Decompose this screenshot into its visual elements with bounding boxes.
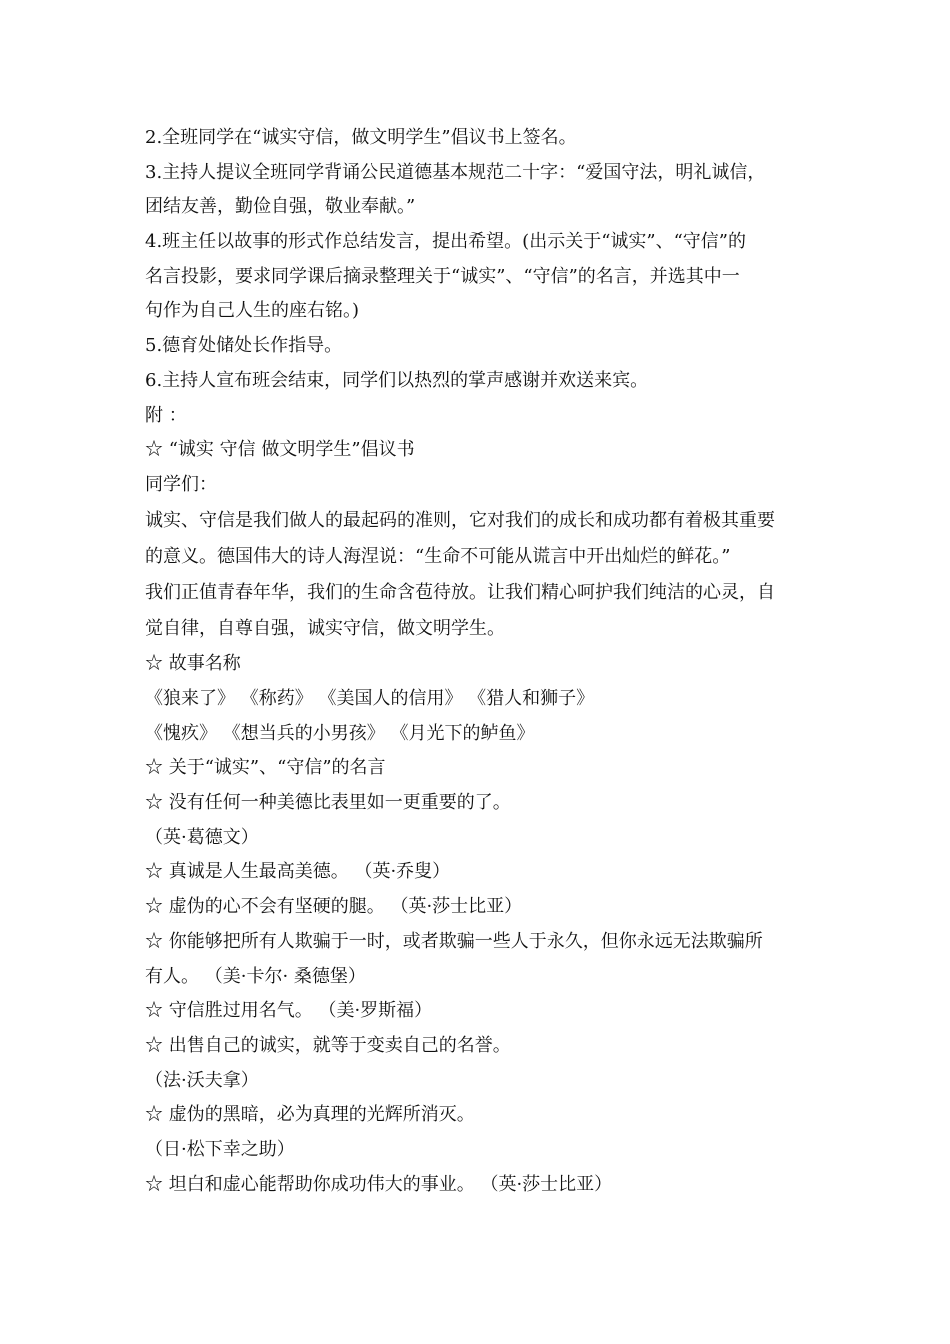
text-line: 觉自律，自尊自强，诚实守信，做文明学生。	[145, 618, 505, 640]
quote-line: 有人。 （美·卡尔· 桑德堡）	[145, 965, 366, 987]
text-line: 4.班主任以故事的形式作总结发言，提出希望。(出示关于“诚实”、“守信”的	[145, 231, 747, 253]
section-heading: ☆ 关于“诚实”、“守信”的名言	[145, 757, 386, 779]
quote-line: ☆ 虚伪的黑暗，必为真理的光辉所消灭。	[145, 1104, 475, 1126]
text-line: 诚实、守信是我们做人的最起码的准则，它对我们的成长和成功都有着极其重要	[145, 509, 775, 531]
quote-attribution: （法·沃夫拿）	[145, 1069, 259, 1091]
quote-line: ☆ 真诚是人生最高美德。 （英·乔叟）	[145, 861, 451, 883]
section-heading: ☆ “诚实 守信 做文明学生”倡议书	[145, 439, 415, 461]
quote-line: ☆ 守信胜过用名气。 （美·罗斯福）	[145, 1000, 433, 1022]
quote-attribution: （日·松下幸之助）	[145, 1138, 295, 1160]
text-line: 的意义。德国伟大的诗人海涅说：“生命不可能从谎言中开出灿烂的鲜花。”	[145, 545, 731, 567]
text-line: 名言投影，要求同学课后摘录整理关于“诚实”、“守信”的名言，并选其中一	[145, 265, 740, 287]
quote-line: ☆ 出售自己的诚实，就等于变卖自己的名誉。	[145, 1034, 511, 1056]
quote-attribution: （英·葛德文）	[145, 826, 259, 848]
quote-line: ☆ 你能够把所有人欺骗于一时，或者欺骗一些人于永久，但你永远无法欺骗所	[145, 930, 763, 952]
text-line: 5.德育处储处长作指导。	[145, 335, 343, 357]
text-line: 附 ：	[145, 404, 187, 426]
quote-line: ☆ 没有任何一种美德比表里如一更重要的了。	[145, 792, 511, 814]
story-list-line: 《狼来了》 《称药》 《美国人的信用》 《猎人和狮子》	[145, 688, 595, 709]
section-heading: ☆ 故事名称	[145, 653, 241, 675]
document-body	[145, 121, 813, 1202]
text-line: 句作为自己人生的座右铭。)	[145, 300, 360, 322]
text-line: 2.全班同学在“诚实守信，做文明学生”倡议书上签名。	[145, 127, 577, 148]
quote-line: ☆ 坦白和虚心能帮助你成功伟大的事业。 （英·莎士比亚）	[145, 1173, 613, 1195]
text-line: 我们正值青春年华，我们的生命含苞待放。让我们精心呵护我们纯洁的心灵，自	[145, 581, 775, 603]
story-list-line: 《愧疚》 《想当兵的小男孩》 《月光下的鲈鱼》	[145, 722, 535, 744]
text-line: 同学们：	[145, 473, 217, 495]
text-line: 团结友善，勤俭自强，敬业奉献。”	[145, 196, 416, 218]
text-line: 6.主持人宣布班会结束，同学们以热烈的掌声感谢并欢送来宾。	[145, 369, 649, 391]
quote-line: ☆ 虚伪的心不会有坚硬的腿。 （英·莎士比亚）	[145, 896, 523, 918]
text-line: 3.主持人提议全班同学背诵公民道德基本规范二十字：“爱国守法，明礼诚信，	[145, 161, 766, 183]
